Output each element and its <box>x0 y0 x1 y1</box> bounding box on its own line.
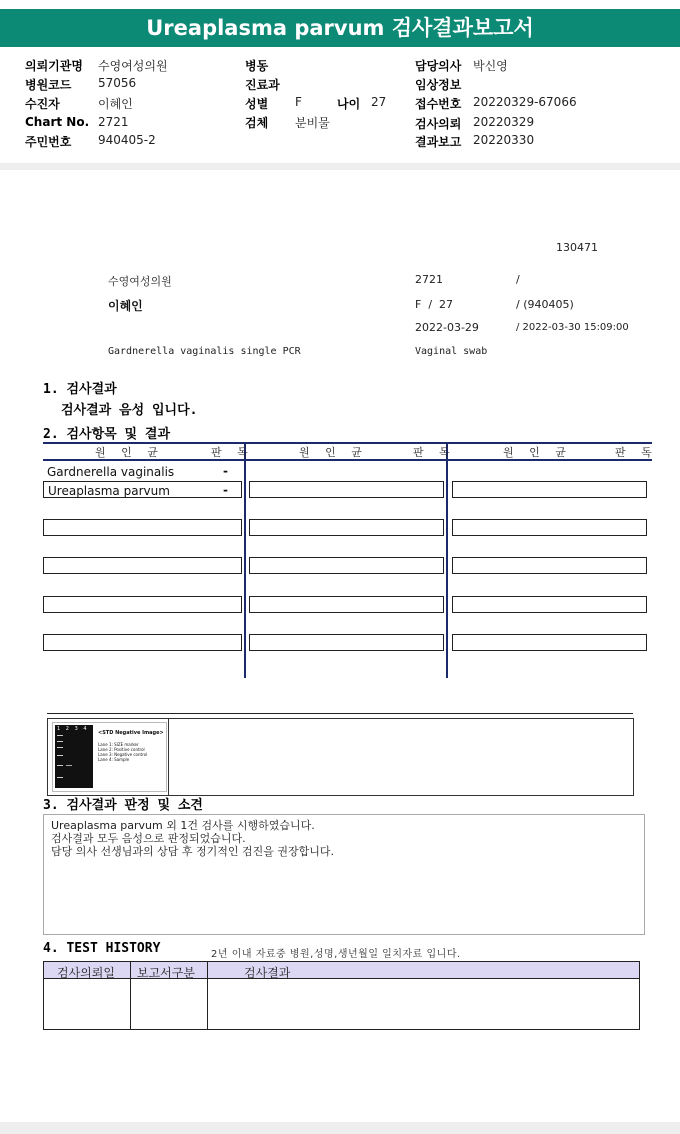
empty-cell <box>43 634 242 651</box>
label-patient: 수진자 <box>25 97 60 111</box>
label-ward: 병동 <box>245 59 269 73</box>
empty-cell <box>249 519 444 536</box>
gel-legend-1: Lane 1: SIZE marker <box>98 742 139 747</box>
label-hospital-code: 병원코드 <box>25 78 72 92</box>
label-chart: 2721 <box>415 273 443 286</box>
gel-image <box>52 722 167 792</box>
empty-cell <box>452 519 647 536</box>
table-col-divider-2 <box>446 443 448 678</box>
label-hospital: 수영여성의원 <box>108 275 172 288</box>
gel-lane-1: 1 <box>57 726 61 732</box>
gel-legend <box>98 742 147 762</box>
label-sex-age: F / 27 <box>415 298 454 311</box>
gel-band <box>57 765 63 766</box>
opinion-box <box>43 814 645 935</box>
history-header-date <box>43 961 131 979</box>
empty-cell <box>452 557 647 574</box>
label-birth: / (940405) <box>516 298 574 311</box>
result-name-1: Gardnerella vaginalis <box>47 465 175 479</box>
label-test-name: Gardnerella vaginalis single PCR <box>108 346 301 357</box>
value-sex: F <box>295 95 302 109</box>
header-divider <box>0 163 680 170</box>
col-pathogen-1: 원 인 균 <box>95 446 164 459</box>
history-header-type <box>130 961 208 979</box>
col-judge-3: 판 독 <box>615 446 658 459</box>
value-report-date: 20220330 <box>473 133 535 147</box>
value-request-date: 20220329 <box>473 115 535 129</box>
label-request-date: 검사의뢰 <box>415 117 462 131</box>
result-row-2-col-2 <box>249 481 444 498</box>
label-report-date: 결과보고 <box>415 135 462 149</box>
gel-band <box>66 765 72 766</box>
value-patient: 이혜인 <box>98 97 133 111</box>
opinion-line-2: 검사결과 모두 음성으로 판정되었습니다. <box>51 832 246 845</box>
gel-title: <STD Negative Image> <box>98 730 164 736</box>
empty-cell <box>43 557 242 574</box>
image-area-rule <box>47 713 633 714</box>
value-hospital-code: 57056 <box>98 76 137 90</box>
gel-legend-4: Lane 4: Sample <box>98 757 130 762</box>
page-bottom-bar <box>0 1122 680 1134</box>
section-4-heading: 4. TEST HISTORY <box>43 941 161 956</box>
history-cell-date <box>43 978 131 1030</box>
section-2-heading: 2. 검사항목 및 결과 <box>43 427 171 442</box>
label-doctor: 담당의사 <box>415 59 462 73</box>
label-clinical-info: 임상정보 <box>415 78 462 92</box>
col-pathogen-2: 원 인 균 <box>299 446 368 459</box>
history-cell-type <box>130 978 208 1030</box>
empty-cell <box>43 519 242 536</box>
value-age: 27 <box>371 95 387 109</box>
gel-lane-3: 3 <box>74 726 78 732</box>
opinion-line-3: 담당 의사 선생님과의 상담 후 정기적인 검진을 권장합니다. <box>51 845 334 858</box>
history-note: 2년 이내 자료중 병원,성명,생년월일 일치자료 입니다. <box>211 949 461 960</box>
history-header-result-label: 검사결과 <box>244 966 291 980</box>
gel-legend-2: Lane 2: Positive control <box>98 747 145 752</box>
gel-band <box>57 747 63 748</box>
col-judge-1: 판 독 <box>211 446 254 459</box>
label-date1: 2022-03-29 <box>415 321 479 334</box>
label-receipt-no: 접수번호 <box>415 97 462 111</box>
value-receipt-no: 20220329-67066 <box>473 95 577 109</box>
label-date2: / 2022-03-30 15:09:00 <box>516 322 629 333</box>
gel-band <box>57 741 63 742</box>
section-1-result: 검사결과 음성 입니다. <box>61 403 198 418</box>
table-col-divider-1 <box>244 443 246 678</box>
gel-photo <box>55 725 93 788</box>
gel-lane-4: 4 <box>83 726 87 732</box>
result-row-2-col-1 <box>43 481 242 498</box>
history-header-result <box>207 961 640 979</box>
label-chart-no: Chart No. <box>25 115 90 129</box>
gel-lane-2: 2 <box>65 726 69 732</box>
label-specimen: Vaginal swab <box>415 346 488 357</box>
gel-band <box>57 755 63 756</box>
empty-cell <box>249 557 444 574</box>
label-name: 이혜인 <box>108 299 143 313</box>
label-slash: / <box>516 273 520 286</box>
section-1-heading: 1. 검사결과 <box>43 382 117 397</box>
label-code: 130471 <box>556 241 598 254</box>
empty-cell <box>43 596 242 613</box>
value-chart-no: 2721 <box>98 115 129 129</box>
value-doctor: 박신영 <box>473 59 508 73</box>
value-specimen: 분비물 <box>295 116 330 130</box>
empty-cell <box>452 634 647 651</box>
gel-image-frame <box>47 718 634 796</box>
value-requesting-clinic: 수영여성의원 <box>98 59 168 73</box>
section-3-heading: 3. 검사결과 판정 및 소견 <box>43 798 203 813</box>
empty-cell <box>452 596 647 613</box>
result-row-2-col-3 <box>452 481 647 498</box>
history-header-date-label: 검사의뢰일 <box>57 966 115 980</box>
value-resident-no: 940405-2 <box>98 133 156 147</box>
result-value-2: - <box>223 483 228 497</box>
empty-cell <box>249 596 444 613</box>
label-requesting-clinic: 의뢰기관명 <box>25 59 83 73</box>
history-cell-result <box>207 978 640 1030</box>
result-name-2: Ureaplasma parvum <box>48 484 170 498</box>
col-pathogen-3: 원 인 균 <box>503 446 572 459</box>
gel-lane-numbers <box>57 726 87 732</box>
gel-band <box>57 777 63 778</box>
col-judge-2: 판 독 <box>413 446 456 459</box>
empty-cell <box>249 634 444 651</box>
report-title: Ureaplasma parvum 검사결과보고서 <box>0 9 680 47</box>
gel-legend-3: Lane 3: Negative control <box>98 752 148 757</box>
image-frame-divider <box>168 719 169 795</box>
label-specimen: 검체 <box>245 116 269 130</box>
opinion-line-1: Ureaplasma parvum 외 1건 검사를 시행하였습니다. <box>51 819 315 832</box>
label-resident-no: 주민번호 <box>25 135 72 149</box>
result-value-1: - <box>223 464 228 478</box>
gel-band <box>57 735 63 736</box>
label-age: 나이 <box>337 97 361 111</box>
label-sex: 성별 <box>245 97 269 111</box>
label-department: 진료과 <box>245 78 280 92</box>
history-header-type-label: 보고서구분 <box>137 966 195 980</box>
